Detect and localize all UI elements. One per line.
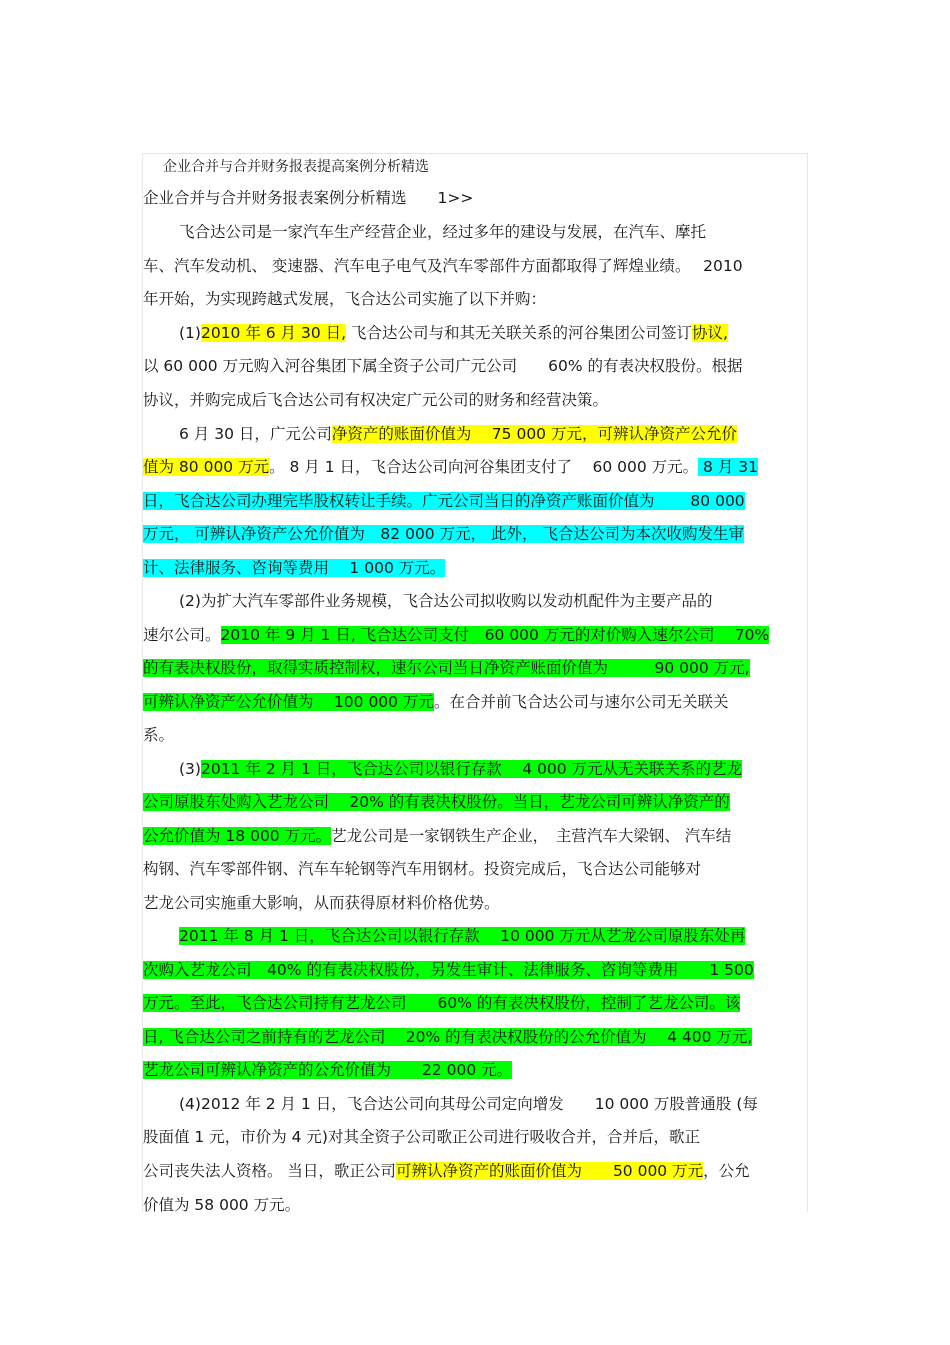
highlighted-text: 艺龙公司可辨认净资产的公允价值为 22 000 元。 — [143, 1061, 513, 1079]
highlighted-text: 公司原股东处购入艺龙公司 20% 的有表决权股份。当日，艺龙公司可辨认净资产的 — [143, 793, 730, 811]
text-line — [143, 990, 740, 1016]
text-segment: ，公允 — [703, 1162, 750, 1180]
text-segment: 飞合达公司与和其无关联关系的河谷集团公司签订 — [346, 324, 692, 342]
text-line — [143, 219, 706, 245]
text-segment: (3) — [179, 760, 201, 778]
text-segment: 飞合达公司是一家汽车生产经营企业，经过多年的建设与发展，在汽车、摩托 — [179, 223, 707, 241]
highlighted-text: 2010 年 9 月 1 日, 飞合达公司支付 60 000 万元的对价购入速尔公司 70% — [220, 626, 770, 644]
highlighted-text: 的有表决权股份，取得实质控制权，速尔公司当日净资产账面价值为 90 000 万元, — [143, 659, 750, 677]
text-segment: (2)为扩大汽车零部件业务规模，飞合达公司拟收购以发动机配件为主要产品的 — [179, 592, 713, 610]
text-segment: 企业合并与合并财务报表提高案例分析精选 — [163, 159, 429, 175]
text-segment: 。 8 月 1 日，飞合达公司向河谷集团支付了 60 000 万元。 — [269, 458, 699, 476]
highlighted-text: 值为 80 000 万元 — [143, 458, 270, 476]
text-line — [143, 353, 742, 379]
text-line — [143, 387, 608, 413]
highlighted-text: 日, 飞合达公司之前持有的艺龙公司 20% 的有表决权股份的公允价值为 4 400 万元, — [143, 1028, 753, 1046]
text-line — [143, 154, 429, 180]
text-line — [143, 689, 728, 715]
text-line — [143, 923, 745, 949]
text-line — [143, 655, 750, 681]
text-line — [143, 555, 445, 581]
highlighted-text: 计、法律服务、咨询等费用 1 000 万元。 — [143, 559, 446, 577]
highlighted-text: 公允价值为 18 000 万元。 — [143, 827, 332, 845]
text-segment: 股面值 1 元，市价为 4 元)对其全资子公司歌正公司进行吸收合并，合并后，歌正 — [143, 1128, 700, 1146]
text-segment: 以 60 000 万元购入河谷集团下属全资子公司广元公司 60% 的有表决权股份。根据 — [143, 357, 743, 375]
text-line — [143, 320, 728, 346]
text-line — [143, 856, 701, 882]
text-line — [143, 823, 731, 849]
text-line — [143, 454, 758, 480]
text-segment: 6 月 30 日，广元公司 — [179, 425, 332, 443]
highlighted-text: 2010 年 6 月 30 日, — [200, 324, 347, 342]
text-segment: 价值为 58 000 万元。 — [143, 1196, 301, 1214]
text-segment: 协议，并购完成后飞合达公司有权决定广元公司的财务和经营决策。 — [143, 391, 609, 409]
text-line — [143, 1192, 300, 1218]
text-segment: 速尔公司。 — [143, 626, 221, 644]
text-line — [143, 421, 737, 447]
text-line — [143, 1158, 750, 1184]
highlighted-text: 净资产的账面价值为 75 000 万元，可辨认净资产公允价 — [331, 425, 737, 443]
text-line — [143, 957, 754, 983]
highlighted-text: 协议, — [692, 324, 728, 342]
text-line — [143, 756, 742, 782]
highlighted-text: 8 月 31 — [698, 458, 758, 476]
text-line — [143, 488, 745, 514]
text-line — [143, 253, 743, 279]
text-line — [143, 890, 500, 916]
text-line — [143, 1091, 758, 1117]
text-segment: 艺龙公司是一家钢铁生产企业， 主营汽车大梁钢、 汽车结 — [331, 827, 732, 845]
text-line — [143, 521, 744, 547]
document-page — [142, 153, 808, 1212]
text-line — [143, 1057, 512, 1083]
highlighted-text: 2011 年 8 月 1 日，飞合达公司以银行存款 10 000 万元从艺龙公司原股东处再 — [179, 927, 746, 945]
text-segment: 企业合并与合并财务报表案例分析精选 1>> — [143, 189, 474, 207]
highlighted-text: 可辨认净资产的账面价值为 50 000 万元 — [395, 1162, 704, 1180]
highlighted-text: 2011 年 2 月 1 日，飞合达公司以银行存款 4 000 万元从无关联关系的艺龙 — [200, 760, 743, 778]
text-segment: 车、汽车发动机、 变速器、汽车电子电气及汽车零部件方面都取得了辉煌业绩。 2010 — [143, 257, 743, 275]
highlighted-text: 万元。至此，飞合达公司持有艺龙公司 60% 的有表决权股份，控制了艺龙公司。该 — [143, 994, 741, 1012]
highlighted-text: 次购入艺龙公司 40% 的有表决权股份，另发生审计、法律服务、咨询等费用 1 500 — [143, 961, 754, 979]
text-line — [143, 622, 769, 648]
highlighted-text: 日，飞合达公司办理完毕股权转让手续。广元公司当日的净资产账面价值为 80 000 — [143, 492, 745, 510]
text-line — [143, 286, 546, 312]
text-line — [143, 722, 174, 748]
highlighted-text: 可辨认净资产公允价值为 100 000 万元 — [143, 693, 434, 711]
text-segment: 公司丧失法人资格。 当日，歌正公司 — [143, 1162, 396, 1180]
text-segment: 艺龙公司实施重大影响，从而获得原材料价格优势。 — [143, 894, 500, 912]
highlighted-text: 万元， 可辨认净资产公允价值为 82 000 万元， 此外， 飞合达公司为本次收购发生审 — [143, 525, 744, 543]
text-segment: (1) — [179, 324, 201, 342]
text-line — [143, 1124, 700, 1150]
text-segment: 年开始，为实现跨越式发展，飞合达公司实施了以下并购： — [143, 290, 547, 308]
text-segment: 。在合并前飞合达公司与速尔公司无关联关 — [433, 693, 729, 711]
text-line — [143, 588, 712, 614]
text-segment: 系。 — [143, 726, 175, 744]
text-line — [143, 1024, 752, 1050]
text-segment: 构钢、汽车零部件钢、汽车车轮钢等汽车用钢材。投资完成后，飞合达公司能够对 — [143, 860, 702, 878]
text-line — [143, 789, 730, 815]
text-line — [143, 185, 473, 211]
text-segment: (4)2012 年 2 月 1 日，飞合达公司向其母公司定向增发 10 000 万股普通股 (每 — [179, 1095, 758, 1113]
